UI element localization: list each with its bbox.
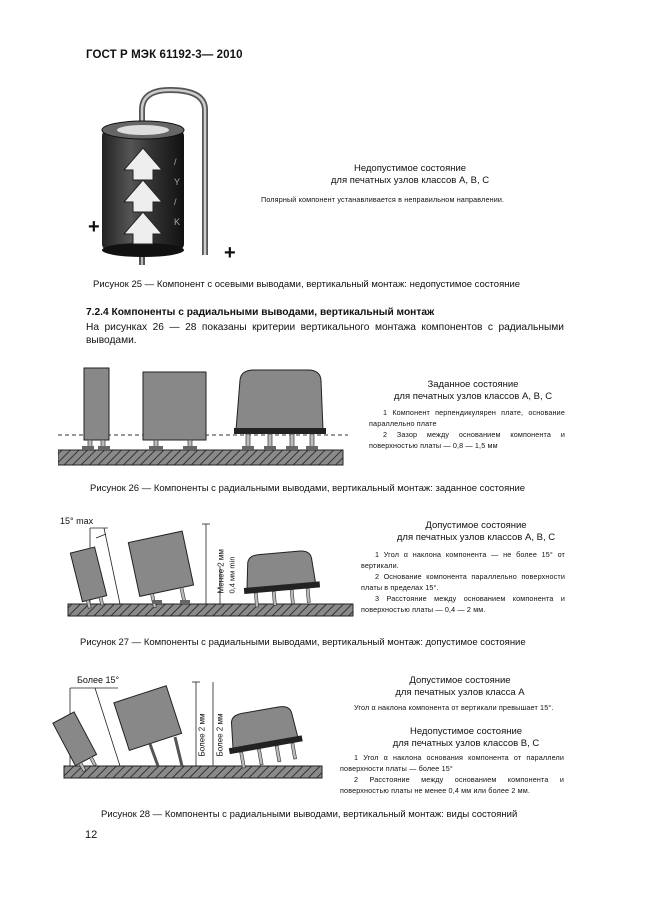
figure-26-illustration <box>58 360 348 470</box>
fig25-state-line1: Недопустимое состояние <box>353 163 467 174</box>
fig28-dim-more-2mm-b: Более 2 мм <box>215 713 225 757</box>
fig25-caption: Рисунок 25 — Компонент с осевыми выводами, вертикальный монтаж: недопустимое состояние <box>93 279 521 290</box>
page-number: 12 <box>85 829 98 841</box>
svg-text:/: / <box>174 197 177 207</box>
figure-28-illustration <box>40 672 330 782</box>
fig28-unacc-title <box>366 726 566 750</box>
svg-text:K: K <box>174 217 181 227</box>
fig28-acc-line1: Допустимое состояние <box>409 675 511 686</box>
fig27-note-1: 1 Угол α наклона компонента — не более 15° от вертикали. <box>361 550 565 570</box>
fig26-note-2: 2 Зазор между основанием компонента и поверхностью платы — 0,8 — 1,5 мм <box>369 430 565 450</box>
fig28-caption: Рисунок 28 — Компоненты с радиальными выводами, вертикальный монтаж: виды состояний <box>101 809 518 820</box>
fig27-caption: Рисунок 27 — Компоненты с радиальными выводами, вертикальный монтаж: допустимое состояние <box>80 637 526 648</box>
fig28-angle-label: Более 15° <box>77 675 120 685</box>
plus-sign-right: + <box>224 242 236 264</box>
fig27-dim-04mm-min: 0,4 мм min <box>227 556 237 594</box>
fig25-state-title <box>300 163 520 187</box>
fig25-state-line2: для печатных узлов классов А, В, С <box>330 175 490 186</box>
fig27-notes <box>361 549 565 615</box>
fig28-acc-line2: для печатных узлов класса А <box>395 687 525 698</box>
fig26-state-line1: Заданное состояние <box>427 379 519 390</box>
section-body: На рисунках 26 — 28 показаны критерии вертикального монтажа компонентов с радиальными выводами. <box>86 322 564 346</box>
svg-text:/: / <box>174 157 177 167</box>
fig28-acc-title <box>360 675 560 699</box>
fig26-state-line2: для печатных узлов классов А, В, С <box>393 391 553 402</box>
fig26-state-title <box>373 379 573 403</box>
fig26-notes <box>369 407 565 451</box>
fig27-note-3: 3 Расстояние между основанием компонента и поверхностью платы — 0,4 — 2 мм. <box>361 594 565 614</box>
svg-text:Y: Y <box>174 177 181 187</box>
fig28-unacc-line2: для печатных узлов классов В, С <box>392 738 540 749</box>
fig27-state-line1: Допустимое состояние <box>425 520 527 531</box>
plus-sign-left: + <box>88 216 100 238</box>
section-heading: 7.2.4 Компоненты с радиальными выводами, вертикальный монтаж <box>86 307 435 318</box>
fig28-acc-note: Угол α наклона компонента от вертикали превышает 15°. <box>354 703 554 712</box>
fig28-note-2: 2 Расстояние между основанием компонента и поверхностью платы не менее 0,4 мм или более 2 мм. <box>340 775 564 795</box>
fig28-notes <box>340 752 564 796</box>
fig27-state-line2: для печатных узлов классов А, В, С <box>396 532 556 543</box>
fig27-state-title <box>366 520 586 544</box>
fig28-note-1: 1 Угол α наклона основания компонента от параллели поверхности платы — более 15° <box>340 753 564 773</box>
fig27-dim-less-2mm: Менее 2 мм <box>216 549 226 594</box>
fig25-note: Полярный компонент устанавливается в неправильном направлении. <box>261 195 505 204</box>
fig27-angle-label: 15° max <box>60 516 94 526</box>
fig26-caption: Рисунок 26 — Компоненты с радиальными выводами, вертикальный монтаж: заданное состояние <box>90 483 526 494</box>
fig28-unacc-line1: Недопустимое состояние <box>409 726 523 737</box>
document-header: ГОСТ Р МЭК 61192-3— 2010 <box>86 49 243 61</box>
fig28-dim-more-2mm-a: Более 2 мм <box>197 713 207 757</box>
fig26-note-1: 1 Компонент перпендикулярен плате, основание параллельно плате <box>369 408 565 428</box>
fig27-note-2: 2 Основание компонента параллельно поверхности платы в пределах 15°. <box>361 572 565 592</box>
